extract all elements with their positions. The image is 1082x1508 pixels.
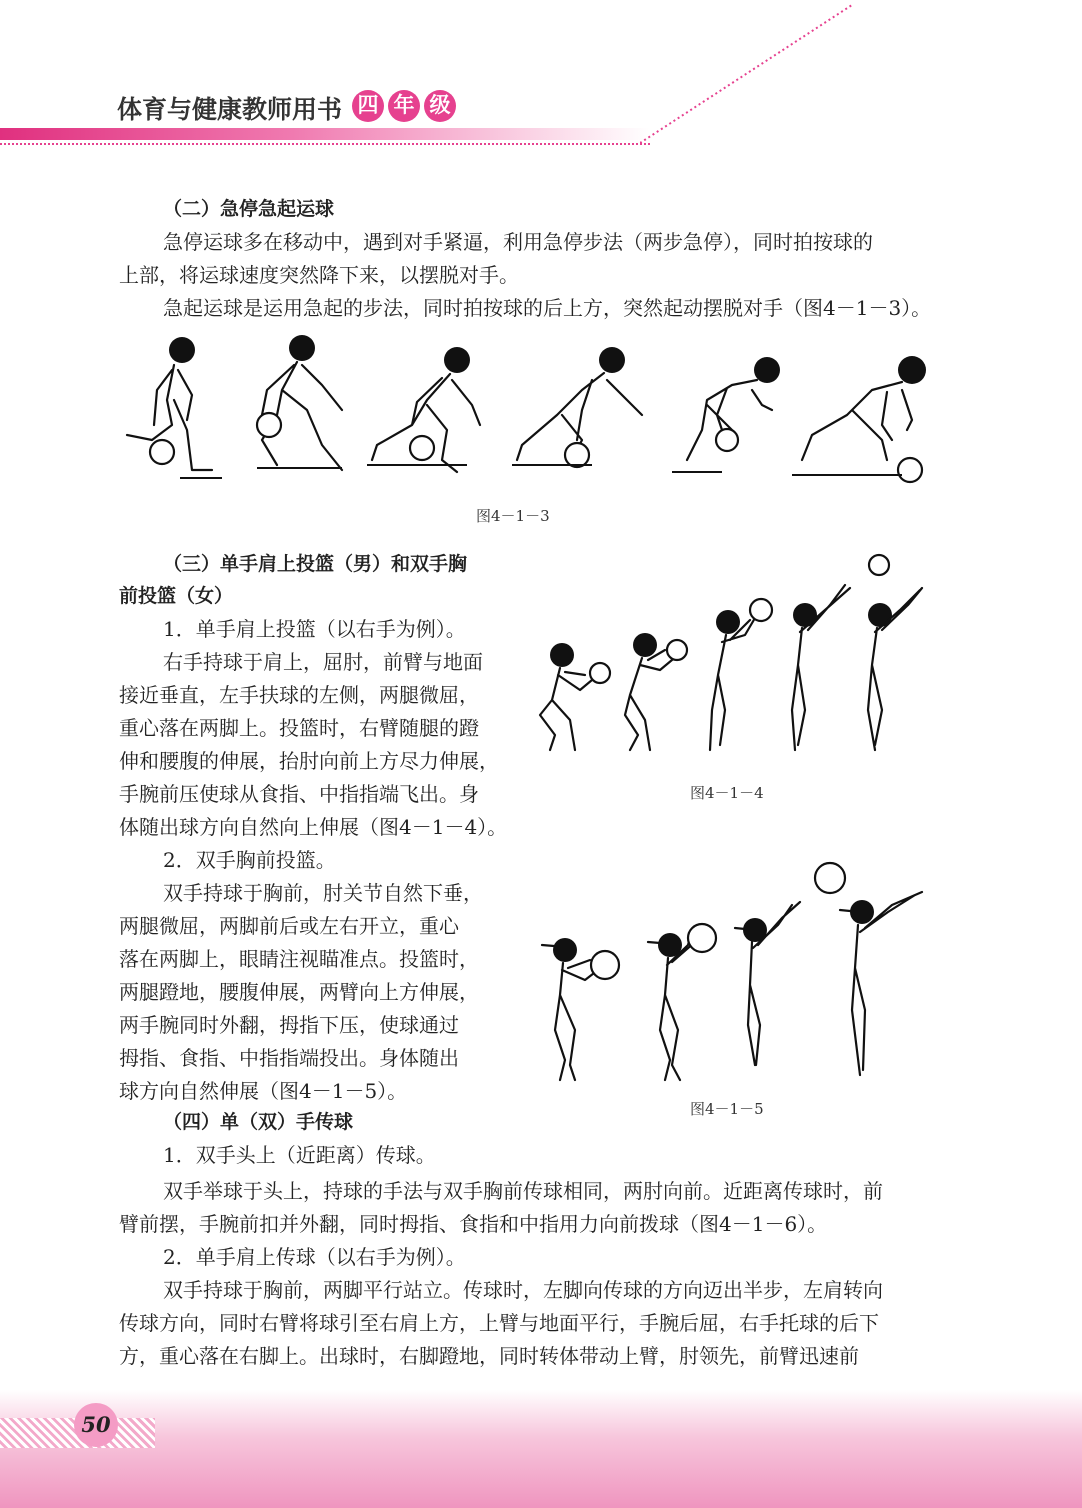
paragraph-line: 球方向自然伸展（图4－1－5）。: [119, 1079, 408, 1103]
book-title: 体育与健康教师用书: [117, 95, 343, 124]
figure-caption: 图4－1－5: [690, 1100, 764, 1118]
list-item: 2．单手肩上传球（以右手为例）。: [163, 1245, 466, 1269]
paragraph-line: 急停运球多在移动中，遇到对手紧逼，利用急停步法（两步急停），同时拍按球的: [163, 230, 873, 254]
shot-boy-5: [868, 588, 922, 750]
paragraph-line: 伸和腰腹的伸展，抬肘向前上方尽力伸展，: [119, 749, 499, 773]
figure-4-1-5-two-hand-shot: [530, 850, 940, 1090]
dribble-figure-1: [127, 337, 222, 478]
paragraph-line: 双手举球于头上，持球的手法与双手胸前传球相同，两肘向前。近距离传球时，前: [163, 1179, 883, 1203]
dribble-figure-6: [792, 356, 926, 482]
shot-girl-3: [735, 902, 800, 1065]
grade-badge-3: 级: [424, 90, 456, 122]
list-item: 1．双手头上（近距离）传球。: [163, 1143, 436, 1167]
shot-boy-3: [710, 599, 772, 750]
paragraph-line: 重心落在两脚上。投篮时，右臂随腿的蹬: [119, 716, 479, 740]
section-heading-2: （二）急停急起运球: [163, 198, 335, 220]
paragraph-line: 接近垂直，左手扶球的左侧，两腿微屈，: [119, 683, 479, 707]
paragraph-line: 臂前摆，手腕前扣并外翻，同时拇指、食指和中指用力向前拨球（图4－1－6）。: [119, 1212, 828, 1236]
list-item: 2．双手胸前投篮。: [163, 848, 336, 872]
header-decoration-line: [640, 0, 870, 150]
paragraph-line: 双手持球于胸前，两脚平行站立。传球时，左脚向传球的方向迈出半步，左肩转向: [163, 1278, 883, 1302]
shot-girl-4: [840, 892, 922, 1075]
dribble-figure-4: [512, 347, 642, 467]
paragraph-line: 急起运球是运用急起的步法，同时拍按球的后上方，突然起动摆脱对手（图4－1－3）。: [163, 296, 932, 320]
paragraph-line: 两手腕同时外翻，拇指下压，使球通过: [119, 1013, 459, 1037]
paragraph-line: 手腕前压使球从食指、中指指端飞出。身: [119, 782, 479, 806]
header-dotted-line: [0, 143, 650, 145]
grade-badge-2: 年: [388, 90, 420, 122]
paragraph-line: 上部，将运球速度突然降下来，以摆脱对手。: [119, 263, 519, 287]
section-heading-4: （四）单（双）手传球: [163, 1111, 354, 1133]
paragraph-line: 右手持球于肩上，屈肘，前臂与地面: [163, 650, 483, 674]
shot-boy-2: [625, 633, 687, 750]
grade-badge-1: 四: [352, 90, 384, 122]
figure-4-1-3-dribble-sequence: [112, 330, 952, 490]
dribble-figure-5: [672, 357, 780, 472]
paragraph-line: 传球方向，同时右臂将球引至右肩上方，上臂与地面平行，手腕后屈，右手托球的后下: [119, 1311, 879, 1335]
paragraph-line: 两腿微屈，两脚前后或左右开立，重心: [119, 914, 459, 938]
dribble-figure-2: [257, 335, 342, 470]
list-item: 1．单手肩上投篮（以右手为例）。: [163, 617, 466, 641]
paragraph-line: 双手持球于胸前，肘关节自然下垂，: [163, 881, 483, 905]
figure-4-1-4-one-hand-shot: [530, 550, 940, 765]
paragraph-line: 体随出球方向自然向上伸展（图4－1－4）。: [119, 815, 508, 839]
shot-ball-flight: [815, 863, 845, 893]
shot-ball-flight: [869, 555, 889, 575]
figure-caption: 图4－1－4: [690, 784, 764, 802]
shot-boy-1: [540, 643, 610, 750]
figure-caption: 图4－1－3: [476, 507, 550, 525]
paragraph-line: 落在两脚上，眼睛注视瞄准点。投篮时，: [119, 947, 479, 971]
dribble-figure-3: [367, 347, 480, 472]
page-number: 50: [74, 1403, 118, 1447]
shot-boy-4: [792, 585, 850, 750]
shot-girl-1: [542, 938, 619, 1080]
shot-girl-2: [648, 924, 716, 1080]
paragraph-line: 两腿蹬地，腰腹伸展，两臂向上方伸展，: [119, 980, 479, 1004]
header-pink-bar: [0, 128, 650, 140]
paragraph-line: 方，重心落在右脚上。出球时，右脚蹬地，同时转体带动上臂，肘领先，前臂迅速前: [119, 1344, 859, 1368]
section-heading-3: （三）单手肩上投篮（男）和双手胸: [163, 553, 468, 575]
paragraph-line: 拇指、食指、中指指端投出。身体随出: [119, 1046, 459, 1070]
section-heading-3-cont: 前投篮（女）: [119, 585, 234, 607]
footer-band: [0, 1390, 1082, 1508]
